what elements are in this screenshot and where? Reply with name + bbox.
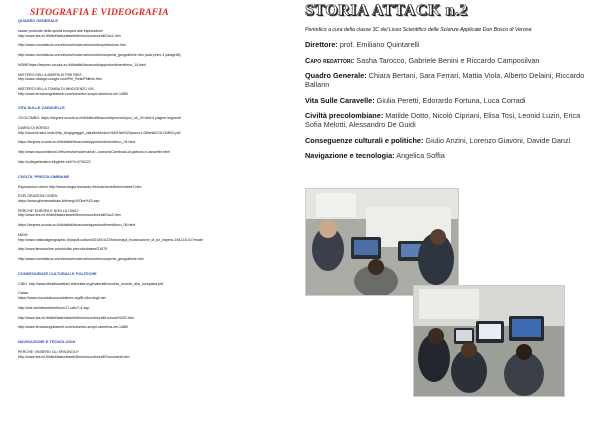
- source-entry: [18, 29, 280, 38]
- staff-row: [305, 136, 595, 145]
- source-entry: [18, 223, 280, 228]
- staff-names: Angelica Soffia: [396, 151, 445, 160]
- source-label: MISTERO DELLA MAPPA DI PIRI REIS: [18, 72, 82, 77]
- source-link[interactable]: http://www.nationalgeographic.it/popoli-cultura/2014/01/22/foto/maya_ricostruzione_di_un_impero-1942111/1/?mode: [18, 237, 203, 242]
- section-heading: QUADRO GENERALE: [18, 18, 58, 23]
- source-entry: [18, 257, 280, 262]
- staff-list: [305, 40, 595, 167]
- staff-names: Giulia Peretti, Edorardo Fortuna, Luca Corradi: [376, 95, 526, 105]
- source-entry: [18, 140, 280, 145]
- staff-row: [305, 40, 595, 49]
- source-link[interactable]: http://www.tes.mi.it/tdtsf/tastorlaweb/8mes/nuovimondi/Documenti.htm: [18, 354, 130, 359]
- sitografia-section: [18, 105, 280, 164]
- source-entry: [18, 87, 280, 96]
- source-label: PERCHE' VINSERO GLI SPAGNOLI?: [18, 349, 79, 354]
- source-entry: [18, 73, 280, 82]
- sitografia-title: SITOGRAFIA E VIDEOGRAFIA: [30, 8, 169, 18]
- source-link[interactable]: http://www.timesonline.com/civilta-precolombiane/21679: [18, 247, 108, 252]
- source-link[interactable]: http://wis.storiaitnet/arret/num17-ueto7-4.asp: [18, 305, 90, 310]
- source-entry: [18, 325, 280, 330]
- staff-names: prof. Emiliano Quintarelli: [339, 40, 420, 49]
- classroom-photo-2: [413, 285, 565, 397]
- staff-role: Quadro Generale:: [305, 71, 367, 80]
- source-label: DIARIO DI BORDO: [18, 126, 50, 131]
- source-link[interactable]: https://keynes.scuola.zo.it/didattici/favavoria/approfondimenti/eco_04.html: [18, 140, 136, 145]
- cover-page: [305, 0, 595, 424]
- source-link[interactable]: http://www.tes.mi.it/tdtsf/tastorlaweb/8mes/nuovimondi/Doc1.htm: [18, 33, 121, 38]
- source-label: cause profonde della spinta europea alle esplorazioni: [18, 29, 103, 33]
- staff-row: [305, 111, 595, 129]
- source-label: Esplorazioni cinesi http://www.ologta.leonardo.it/storia/moduli/ele/cinese2.htm: [18, 184, 142, 189]
- section-heading: CIVILTA' PRECOLOMBIANE: [18, 173, 70, 179]
- magazine-subtitle: Periodico a cura della classe 3C del Liceo Scientifico delle Scienze Applicate Don Bosco di Verona: [305, 27, 532, 33]
- staff-names: Sasha Tarocco, Gabriele Benini e Riccardo Camposilvan: [356, 55, 540, 65]
- sitografia-section: [18, 174, 280, 262]
- magazine-title: STORIA ATTACK n.2: [305, 2, 468, 19]
- source-entry: [18, 116, 280, 121]
- source-link[interactable]: http://docenti.istct.unisi.it/ftp_blog/graggel_claudio/Modulo%20Hist%20pacco1-08/testi/COLOMBO.pdf: [18, 130, 181, 135]
- source-entry: [18, 247, 280, 252]
- source-entry: [18, 53, 280, 58]
- source-link[interactable]: https://www.gfonseradelais.it/sheng%20he%20.asp: [18, 198, 100, 203]
- classroom-photo-1: [305, 188, 459, 296]
- staff-role: Vita Sulle Caravelle:: [305, 95, 375, 105]
- source-entry: [18, 126, 280, 135]
- classroom-photo-2-image: [414, 286, 564, 396]
- staff-names: Giulio Anzini, Lorenzo Giavoni, Davide Danzi: [425, 135, 571, 145]
- section-heading: NAVIGAZIONE E TECNOLOGIA: [18, 338, 76, 344]
- source-label: MISTERO DELLA TOMBA DI INNOCENZO VIII: [18, 87, 94, 92]
- source-entry: [18, 63, 280, 68]
- staff-role: Navigazione e tecnologia:: [305, 151, 395, 160]
- source-link[interactable]: https://keynes.scuola.zo.it/didattici/favavoria/approfondimenti/eco_06.html: [18, 223, 136, 228]
- source-link[interactable]: http://www.terraincognitaweb.com/colombo-scopri-lamerica-nel-1486/: [18, 325, 129, 330]
- section-heading: VITA SULLE CARAVELLE: [18, 105, 65, 111]
- source-link[interactable]: http://www.tes.mi.it/tdtsf/tastorlaweb/8mes/nuovimondi/Doc2.htm: [18, 213, 121, 218]
- sitografia-page: [18, 8, 280, 420]
- classroom-photo-1-image: [306, 189, 458, 295]
- source-label: OCOLOMBO: https://keynes.scuola.zo.it/didattici/favavoria/percorsi/pco_o4_20.html e pagine seguenti: [18, 116, 181, 121]
- source-entry: [18, 160, 280, 165]
- sitografia-sections: [18, 18, 280, 368]
- staff-names: Matilde Dotto, Nicolò Cipriani, Elisa Tosi, Leonid Luzin, Erica Sofia Melotti, Alessandro De Guidi: [305, 111, 581, 129]
- source-link[interactable]: http://www.terraincognitaweb.com/colombo-scopri-lamerica-nel-1486/: [18, 91, 129, 96]
- source-link[interactable]: https://www.cioccolatocioccolaterie.org/fil-clbo-degli-dei: [18, 296, 106, 301]
- staff-row: [305, 71, 595, 89]
- source-label: Cacao: [18, 291, 29, 296]
- source-link[interactable]: http://www.homolaicus.com/storia/moderna/colombo/scoperta_geografiche.htm (solo primi 4 paragrafi): [18, 53, 181, 58]
- staff-role: Conseguenze culturali e politiche:: [305, 135, 424, 145]
- source-label: MAYA: [18, 232, 28, 237]
- source-entry: [18, 291, 280, 300]
- staff-row: [305, 96, 595, 105]
- source-entry: [18, 350, 280, 359]
- source-entry: [18, 43, 280, 48]
- source-link[interactable]: http://www.ufologo-coughi.com/Piri_Reis/Phiileis.htm: [18, 77, 102, 82]
- source-label: ESPLORAZIONI CINESI: [18, 194, 58, 199]
- source-entry: [18, 233, 280, 242]
- source-entry: [18, 194, 280, 203]
- source-link[interactable]: http://www.homolaicus.com/storia/moderna/colombo/scoperta_geografiche.htm: [18, 257, 144, 262]
- source-entry: [18, 185, 280, 190]
- source-label: CIBO: http://www.didatticavellani.altervista.org/materiali/vecchio_mondo_alla_conquista.pdf: [18, 281, 164, 286]
- source-entry: [18, 282, 280, 287]
- section-heading: CONSEGUENZE CULTURALI E POLITICHE: [18, 270, 97, 276]
- source-link[interactable]: http://www.homolaicus.com/storia/moderna/colombo/prefazione.htm: [18, 43, 126, 48]
- source-entry: [18, 150, 280, 155]
- staff-role: Capo redattori:: [305, 55, 355, 65]
- staff-role: Civiltà precolombiane:: [305, 111, 384, 120]
- source-label: NOMEhttps://keynes.scuola.zo.it/didattici/favavoria/approfondimenti/eco_14.html: [18, 62, 147, 67]
- source-link[interactable]: http://www.taccuinistorici.it/frs/news/moderna/ue/--costumi/Cambusa-di-galeoni-e-caravelle.html: [18, 150, 170, 155]
- source-entry: [18, 209, 280, 218]
- source-entry: [18, 316, 280, 321]
- source-label: PERCHE' EUROPA E NON LA CINA?: [18, 208, 79, 213]
- staff-row: [305, 151, 595, 160]
- sitografia-section: [18, 18, 280, 96]
- sitografia-section: [18, 271, 280, 330]
- source-link[interactable]: http://www.tes.mi.it/tdtsf/tastorlaweb/8mes/nuovimondi/Lezione%202.htm: [18, 315, 135, 320]
- staff-names: Chiara Bertani, Sara Ferrari, Mattia Viola, Alberto Delaini, Riccardo Ballarin: [305, 71, 585, 89]
- sitografia-section: [18, 339, 280, 359]
- source-entry: [18, 306, 280, 311]
- staff-row: [305, 56, 595, 65]
- source-link[interactable]: http://collegefanatics.blogfree.net/?t=4700221: [18, 160, 91, 164]
- staff-role: Direttore:: [305, 40, 338, 49]
